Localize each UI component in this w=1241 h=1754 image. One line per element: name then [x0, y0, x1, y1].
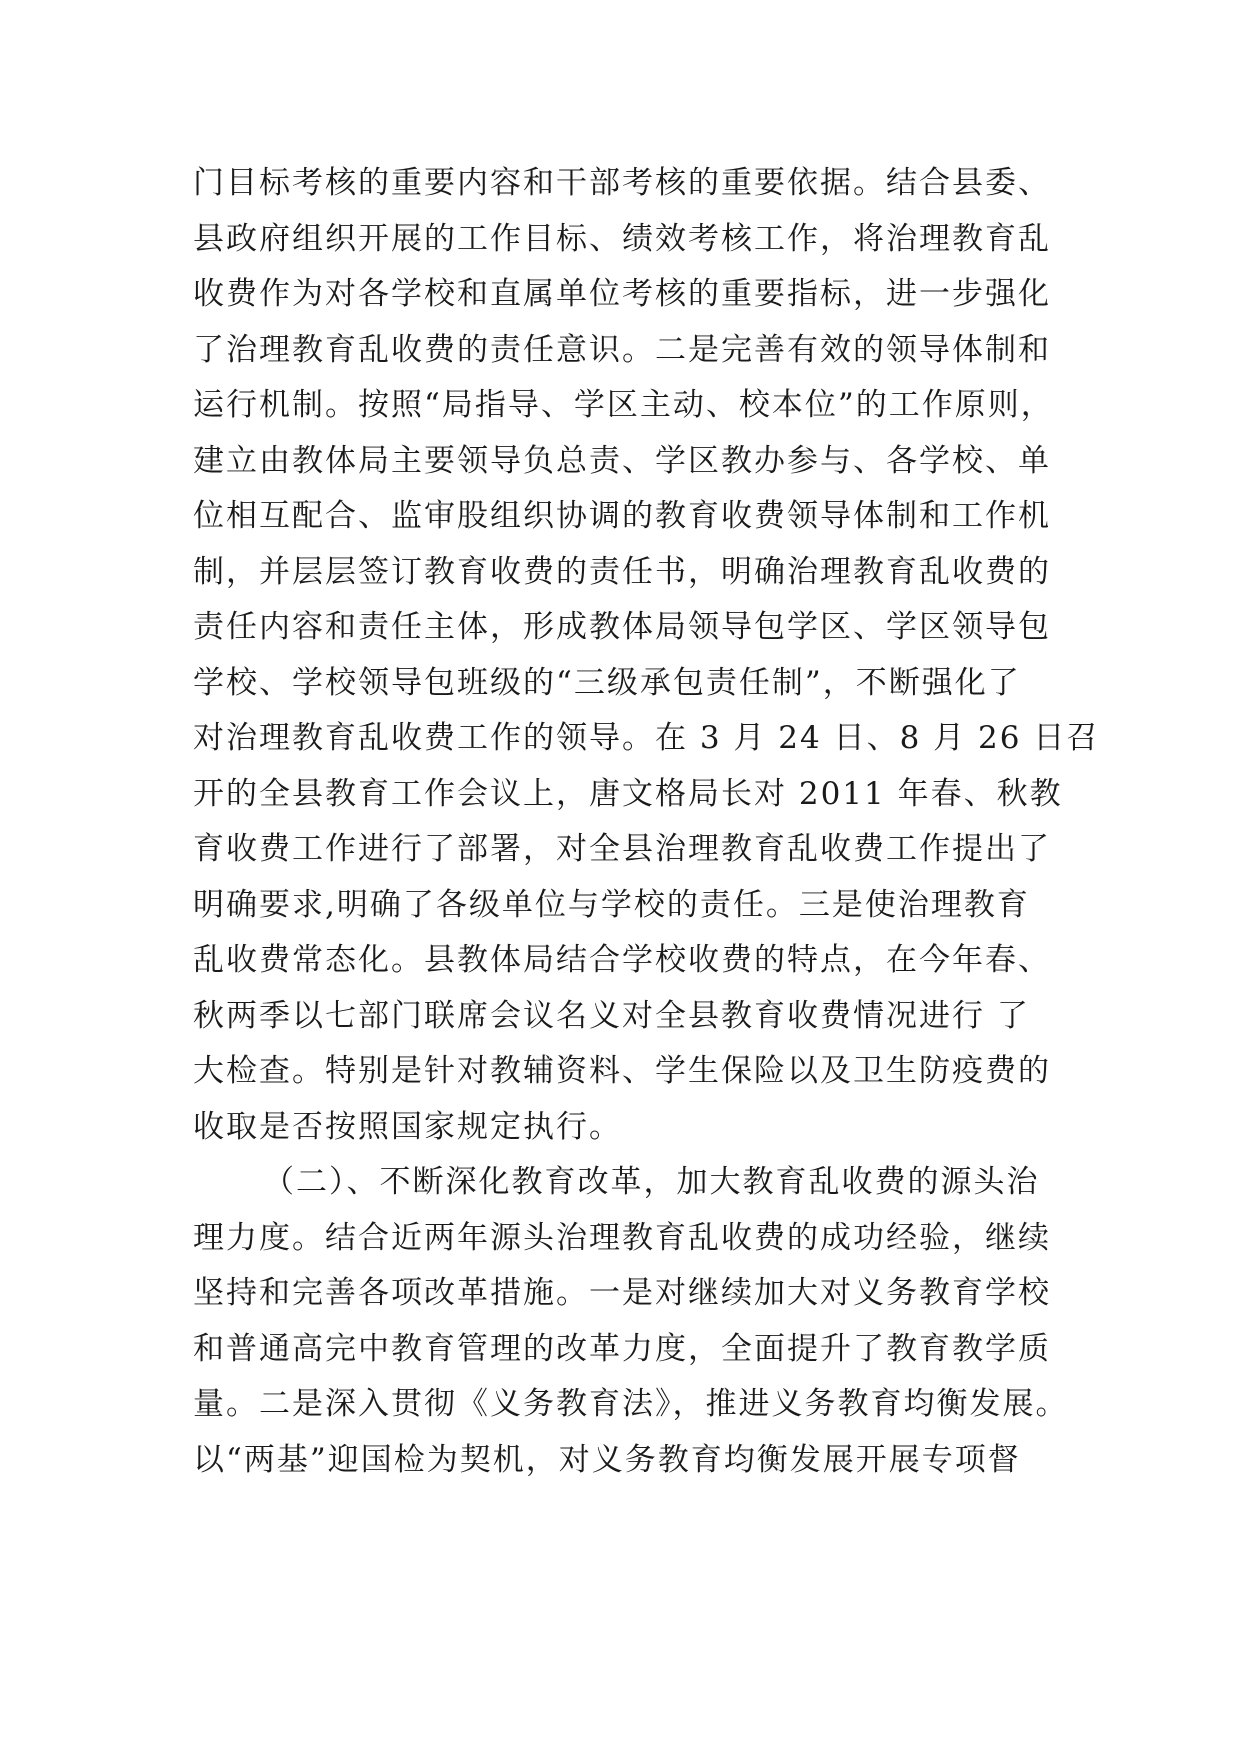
text-line: 收费作为对各学校和直属单位考核的重要指标，进一步强化: [193, 276, 1051, 312]
text-line: 开的全县教育工作会议上，唐文格局长对 2011 年春、秋教: [193, 775, 1063, 812]
text-line: 学校、学校领导包班级的“三级承包责任制”，不断强化了: [193, 664, 1021, 701]
body-text: [193, 156, 1100, 1488]
text-line: 和普通高完中教育管理的改革力度，全面提升了教育教学质: [193, 1330, 1051, 1367]
text-line: 县政府组织开展的工作目标、绩效考核工作，将治理教育乱: [193, 220, 1051, 257]
text-line: 位相互配合、监审股组织协调的教育收费领导体制和工作机: [193, 498, 1051, 534]
text-line: 大检查。特别是针对教辅资料、学生保险以及卫生防疫费的: [193, 1053, 1051, 1089]
text-line: 对治理教育乱收费工作的领导。在 3 月 24 日、8 月 26 日召: [193, 720, 1100, 756]
text-line: 了治理教育乱收费的责任意识。二是完善有效的领导体制和: [193, 331, 1051, 368]
text-line: 育收费工作进行了部署，对全县治理教育乱收费工作提出了: [193, 831, 1051, 867]
text-line: 运行机制。按照“局指导、学区主动、校本位”的工作原则，: [193, 387, 1054, 423]
text-line: 乱收费常态化。县教体局结合学校收费的特点，在今年春、: [193, 942, 1051, 978]
text-line: 明确要求,明确了各级单位与学校的责任。三是使治理教育: [193, 886, 1030, 923]
text-line: 量。二是深入贯彻《义务教育法》，推进义务教育均衡发展。: [193, 1386, 1069, 1422]
text-line: 制，并层层签订教育收费的责任书，明确治理教育乱收费的: [193, 553, 1051, 590]
text-line: 坚持和完善各项改革措施。一是对继续加大对义务教育学校: [193, 1275, 1051, 1311]
text-line: 门目标考核的重要内容和干部考核的重要依据。结合县委、: [193, 165, 1051, 201]
text-line: 建立由教体局主要领导负总责、学区教办参与、各学校、单: [193, 442, 1051, 479]
text-line: 收取是否按照国家规定执行。: [193, 1108, 622, 1145]
text-line: 理力度。结合近两年源头治理教育乱收费的成功经验，继续: [193, 1219, 1051, 1256]
text-line: 责任内容和责任主体，形成教体局领导包学区、学区领导包: [193, 609, 1051, 645]
text-line: 以“两基”迎国检为契机，对义务教育均衡发展开展专项督: [193, 1441, 1021, 1478]
text-line: 秋两季以七部门联席会议名义对全县教育收费情况进行 了: [193, 997, 1030, 1034]
section-heading-line: （二）、不断深化教育改革，加大教育乱收费的源头治: [263, 1164, 1040, 1200]
